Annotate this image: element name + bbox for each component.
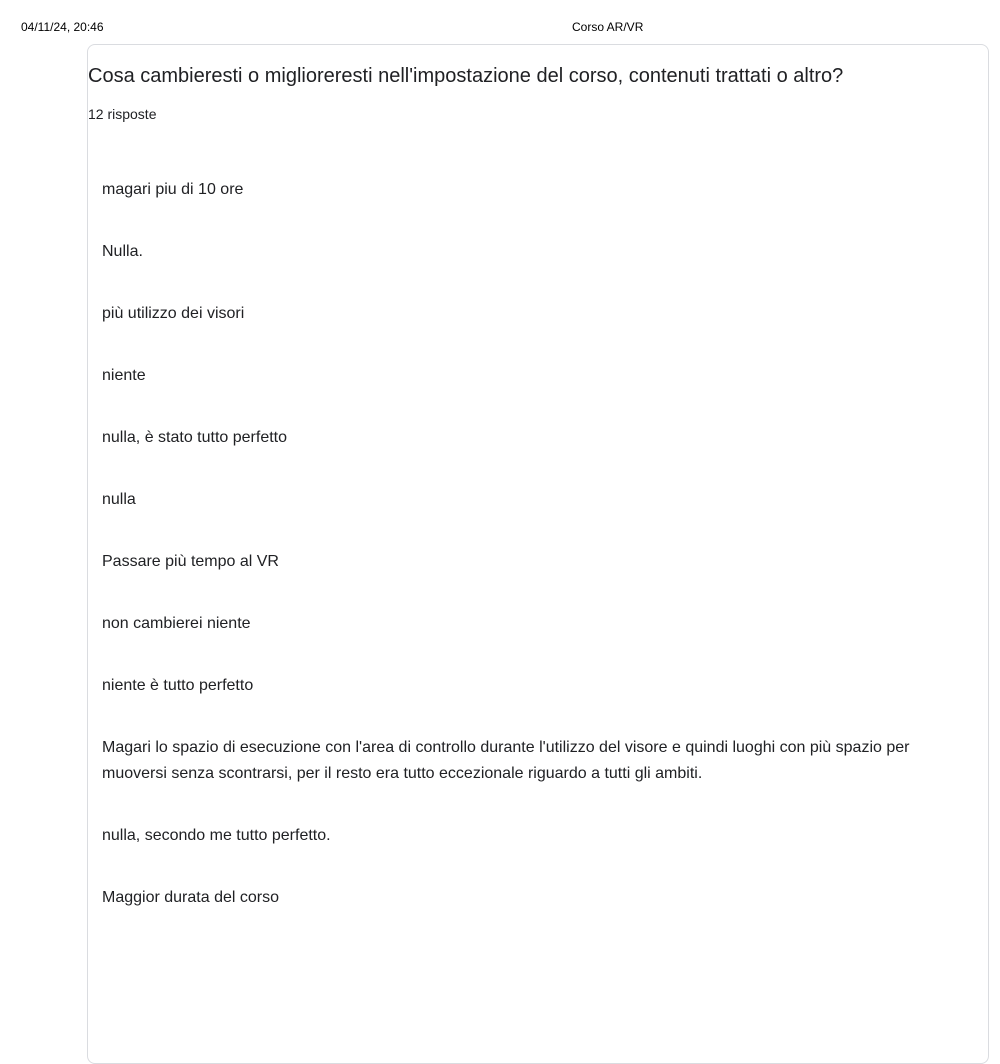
response-item: magari piu di 10 ore: [102, 181, 244, 198]
response-item: nulla, è stato tutto perfetto: [102, 429, 288, 446]
question-card: [87, 44, 989, 1064]
print-title: Corso AR/VR: [572, 20, 644, 34]
response-list: [102, 177, 962, 947]
print-date: 04/11/24, 20:46: [21, 20, 104, 34]
response-item: niente è tutto perfetto: [102, 677, 254, 694]
response-item: più utilizzo dei visori: [102, 305, 245, 322]
response-item: nulla, secondo me tutto perfetto.: [102, 827, 331, 844]
response-item: Nulla.: [102, 243, 143, 260]
response-item: Maggior durata del corso: [102, 889, 279, 906]
response-item: niente: [102, 367, 146, 384]
response-item: Magari lo spazio di esecuzione con l'area di controllo durante l'utilizzo del visore e quindi luoghi con più spazio per muoversi senza scontrarsi, per il resto era tutto eccezionale riguardo a tutti gli ambiti.: [102, 739, 910, 782]
response-item: Passare più tempo al VR: [102, 553, 279, 570]
print-header: [0, 0, 1000, 44]
response-count: 12 risposte: [88, 106, 157, 122]
response-item: non cambierei niente: [102, 615, 251, 632]
response-item: nulla: [102, 491, 136, 508]
question-title: Cosa cambieresti o miglioreresti nell'impostazione del corso, contenuti trattati o altro?: [88, 65, 844, 87]
